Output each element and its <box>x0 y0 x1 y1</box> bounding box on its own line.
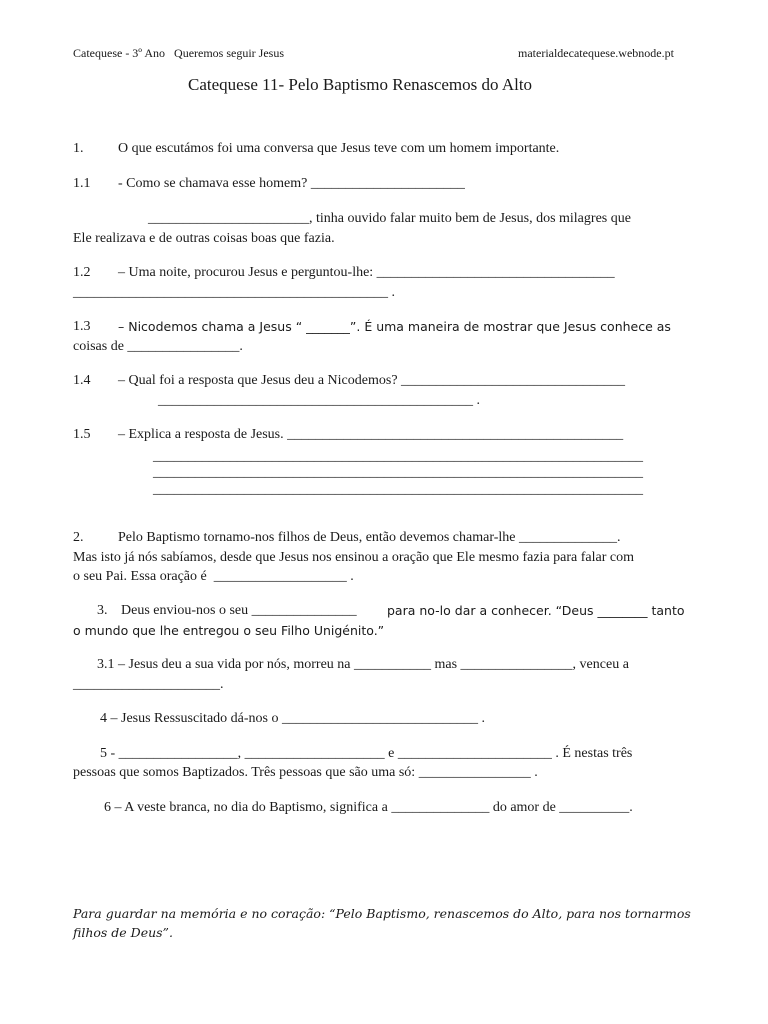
q1-3-number: 1.3 <box>73 319 91 334</box>
q1-4-number: 1.4 <box>73 373 91 388</box>
q4-text: 4 – Jesus Ressuscitado dá-nos o ____________________________ . <box>100 711 485 726</box>
q1-4-text: – Qual foi a resposta que Jesus deu a Nicodemos? ________________________________ <box>118 373 626 388</box>
q2-line3: o seu Pai. Essa oração é ___________________ . <box>73 569 354 584</box>
q6-text: 6 – A veste branca, no dia do Baptismo, significa a ______________ do amor de __________. <box>104 800 633 815</box>
q2-text: Pelo Baptismo tornamo-nos filhos de Deus, então devemos chamar-lhe ______________. <box>118 530 621 545</box>
q1-4-line2: _____________________________________________ . <box>158 393 480 408</box>
q1-text: O que escutámos foi uma conversa que Jesus teve com um homem importante. <box>118 141 560 156</box>
answer-line: ______________________________________________________________________ <box>153 482 643 497</box>
q1-1-text: - Como se chamava esse homem? ______________________ <box>118 176 465 191</box>
memory-verse: Para guardar na memória e no coração: “Pelo Baptismo, renascemos do Alto, para nos tornarmos <box>73 906 691 921</box>
q5-text: 5 - _________________, ____________________ e ______________________ . É nestas três <box>100 746 633 761</box>
page-title: Catequese 11- Pelo Baptismo Renascemos do Alto <box>188 75 533 94</box>
answer-line: ______________________________________________________________________ <box>153 449 643 464</box>
q1-3-text: – Nicodemos chama a Jesus “ _______”. É uma maneira de mostrar que Jesus conhece as <box>118 319 671 334</box>
q1-1-line3: Ele realizava e de outras coisas boas que fazia. <box>73 231 335 246</box>
q3-1-text: 3.1 – Jesus deu a sua vida por nós, morreu na ___________ mas ________________, venceu a <box>97 657 629 672</box>
q1-2-text: – Uma noite, procurou Jesus e perguntou-lhe: __________________________________ <box>118 265 615 280</box>
q5-line2: pessoas que somos Baptizados. Três pessoas que são uma só: ________________ . <box>73 765 538 780</box>
memory-verse-line2: filhos de Deus”. <box>73 925 173 940</box>
q1-5-text: – Explica a resposta de Jesus. ________________________________________________ <box>118 427 624 442</box>
q3-text-b: para no-lo dar a conhecer. “Deus ________ tanto <box>387 603 685 618</box>
header-right: materialdecatequese.webnode.pt <box>518 46 674 60</box>
q1-3-line2: coisas de ________________. <box>73 339 243 354</box>
q3-number: 3. <box>97 603 108 618</box>
answer-line: ______________________________________________________________________ <box>153 465 643 480</box>
q1-1-number: 1.1 <box>73 176 91 191</box>
q3-line2: o mundo que lhe entregou o seu Filho Unigénito.” <box>73 623 385 638</box>
q3-1-line2: _____________________. <box>73 677 224 692</box>
q1-5-number: 1.5 <box>73 427 91 442</box>
q2-line2: Mas isto já nós sabíamos, desde que Jesus nos ensinou a oração que Ele mesmo fazia para falar com <box>73 550 634 565</box>
header-left: Catequese - 3º Ano Queremos seguir Jesus <box>73 46 285 60</box>
q3-text-a: Deus enviou-nos o seu _______________ <box>121 603 357 618</box>
q1-number: 1. <box>73 141 84 156</box>
q1-1-line2: _______________________, tinha ouvido falar muito bem de Jesus, dos milagres que <box>148 211 631 226</box>
q2-number: 2. <box>73 530 84 545</box>
q1-2-line2: _____________________________________________ . <box>73 285 395 300</box>
q1-2-number: 1.2 <box>73 265 91 280</box>
